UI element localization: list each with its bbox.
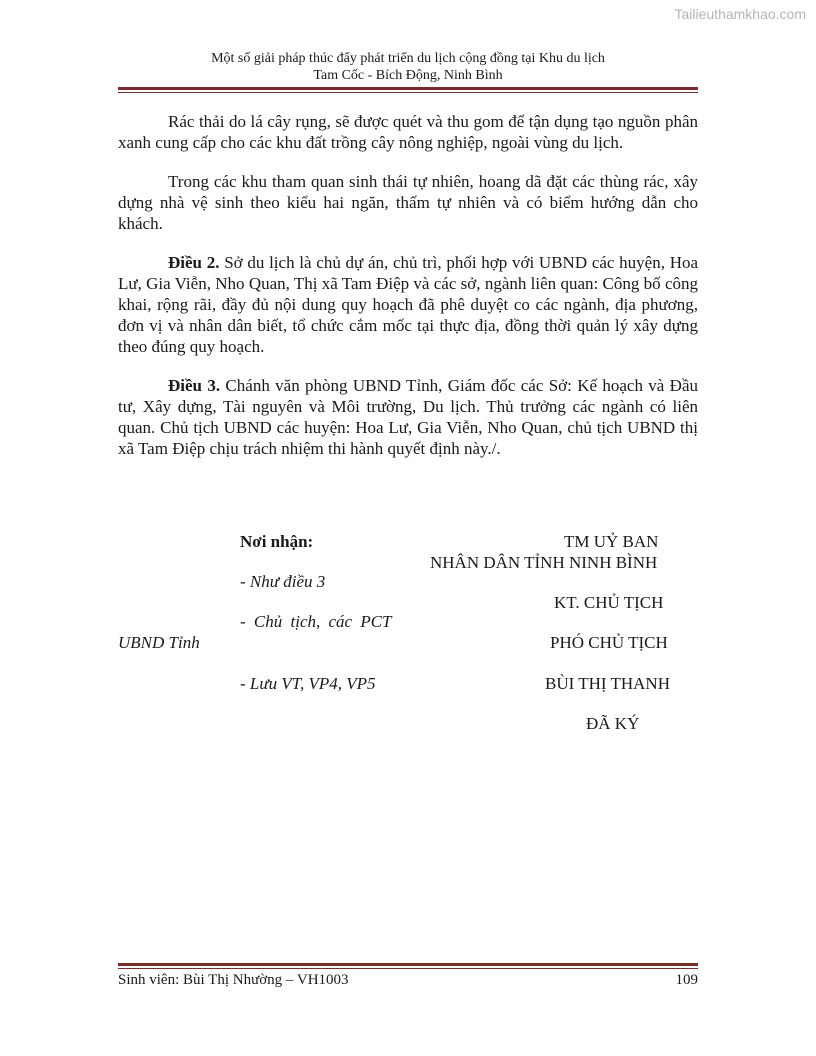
- signer-name: BÙI THỊ THANH: [545, 674, 670, 693]
- article-text: Sở du lịch là chủ dự án, chủ trì, phối hợp với UBND các huyện, Hoa Lư, Gia Viễn, Nho Quan, Thị xã Tam Điệp và các sở, ngành liên quan: Công bố công khai, rộng rãi, đầy đủ nội dung quy hoạch đã phê duyệt co các ngành, địa phương, đơn vị và nhân dân biết, tổ chức cắm mốc tại thực địa, đồng thời quản lý xây dựng theo đúng quy hoạch.: [118, 253, 699, 356]
- signature-line: PHÓ CHỦ TỊCH: [550, 633, 668, 652]
- paragraph: Rác thải do lá cây rụng, sẽ được quét và thu gom để tận dụng tạo nguồn phân xanh cung cấp cho các khu đất trồng cây nông nghiệp, ngoài vùng du lịch.: [118, 112, 698, 152]
- paragraph-article-3: [118, 375, 698, 459]
- footer-student: Sinh viên: Bùi Thị Nhường – VH1003: [118, 972, 349, 988]
- page-footer: [118, 972, 698, 989]
- recipient-item: - Như điều 3: [240, 572, 326, 591]
- article-label: Điều 3.: [168, 376, 221, 395]
- recipient-item-continued: UBND Tỉnh: [118, 633, 200, 652]
- header-line-2: Tam Cốc - Bích Động, Ninh Bình: [313, 68, 503, 83]
- article-label: Điều 2.: [168, 253, 220, 272]
- header-line-1: Một số giải pháp thúc đẩy phát triển du lịch cộng đồng tại Khu du lịch: [211, 51, 605, 66]
- watermark: Tailieuthamkhao.com: [674, 6, 806, 22]
- header-rule: [118, 87, 698, 93]
- recipients-label: Nơi nhận:: [240, 532, 314, 551]
- signature-line: TM UỶ BAN: [564, 532, 659, 551]
- recipient-item: - Lưu VT, VP4, VP5: [240, 674, 376, 693]
- recipient-item: - Chủ tịch, các PCT: [240, 612, 392, 631]
- body-text: [118, 111, 698, 477]
- signature-line: NHÂN DÂN TỈNH NINH BÌNH: [430, 553, 658, 572]
- running-header: [118, 50, 698, 84]
- signed-note: ĐÃ KÝ: [586, 714, 640, 733]
- paragraph: Trong các khu tham quan sinh thái tự nhiên, hoang dã đặt các thùng rác, xây dựng nhà vệ sinh theo kiểu hai ngăn, thấm tự nhiên và có biểm hướng dẫn cho khách.: [118, 172, 698, 233]
- page-number: 109: [675, 972, 698, 988]
- footer-rule: [118, 963, 698, 969]
- paragraph-article-2: [118, 252, 698, 357]
- article-text: Chánh văn phòng UBND Tỉnh, Giám đốc các Sở: Kế hoạch và Đầu tư, Xây dựng, Tài nguyên và Môi trường, Du lịch. Thủ trưởng các ngành có liên quan. Chủ tịch UBND các huyện: Hoa Lư, Gia Viễn, Nho Quan, chủ tịch UBND thị xã Tam Điệp chịu trách nhiệm thi hành quyết định này./.: [118, 376, 698, 458]
- signature-line: KT. CHỦ TỊCH: [554, 593, 664, 612]
